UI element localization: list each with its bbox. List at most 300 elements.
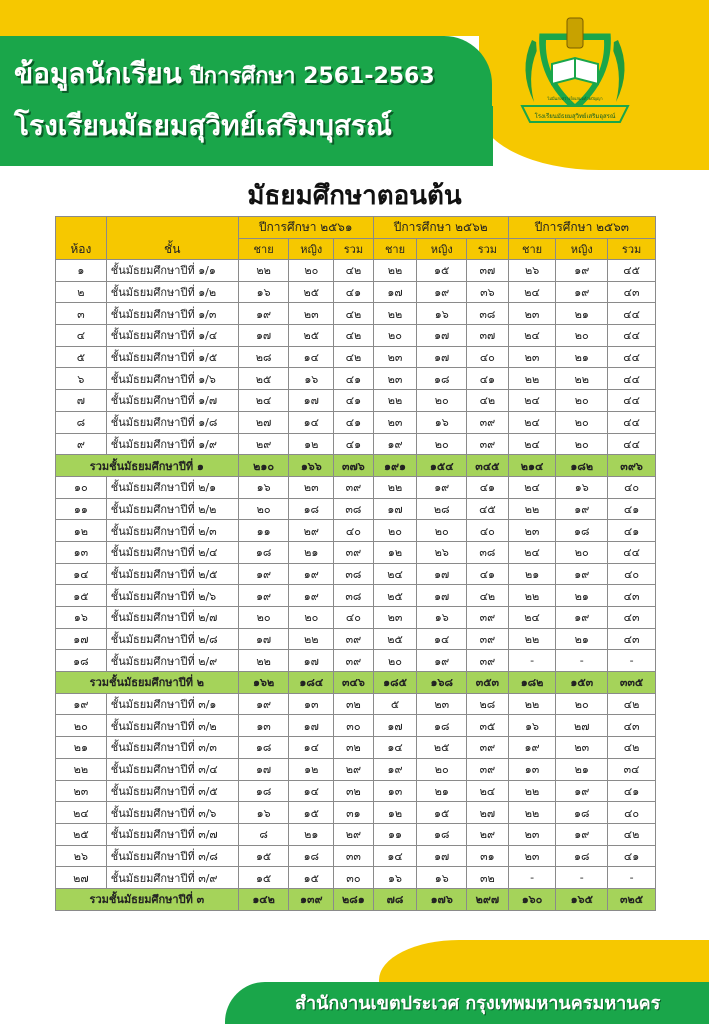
count-cell: ๒๔ <box>238 390 289 412</box>
title-years: ปีการศึกษา 2561-2563 <box>189 64 435 89</box>
room-number: ๒๐ <box>56 715 107 737</box>
table-row <box>56 715 656 737</box>
count-cell: ๑๗ <box>238 325 289 347</box>
count-cell: ๒๘ <box>238 346 289 368</box>
count-cell: ๒๙๗ <box>467 888 509 910</box>
count-cell: ๓๙ <box>334 628 374 650</box>
room-number: ๑๒ <box>56 520 107 542</box>
count-cell: ๑๖ <box>556 476 608 498</box>
count-cell: ๓๙ <box>467 607 509 629</box>
count-cell: ๔๒ <box>334 303 374 325</box>
count-cell: ๒๐ <box>417 390 467 412</box>
count-cell: ๔๑ <box>608 498 656 520</box>
count-cell: ๑๔ <box>289 346 334 368</box>
count-cell: ๓๒๕ <box>608 888 656 910</box>
count-cell: ๑๙ <box>373 433 417 455</box>
class-name: ชั้นมัธยมศึกษาปีที่ ๒/๙ <box>106 650 238 672</box>
count-cell: ๒๓ <box>289 303 334 325</box>
count-cell: ๒๑ <box>289 823 334 845</box>
count-cell: ๑๓ <box>289 693 334 715</box>
sub-header-female: หญิง <box>556 239 608 260</box>
room-number: ๑ <box>56 260 107 282</box>
sub-header-male: ชาย <box>508 239 556 260</box>
count-cell: ๑๒ <box>289 758 334 780</box>
count-cell: ๑๓ <box>508 758 556 780</box>
count-cell: ๒๓ <box>556 737 608 759</box>
summary-label: รวมชั้นมัธยมศึกษาปีที่ ๒ <box>56 672 239 694</box>
count-cell: ๑๕ <box>417 260 467 282</box>
count-cell: ๓๘ <box>467 303 509 325</box>
count-cell: ๑๔ <box>417 628 467 650</box>
table-row <box>56 368 656 390</box>
class-name: ชั้นมัธยมศึกษาปีที่ ๓/๔ <box>106 758 238 780</box>
class-name: ชั้นมัธยมศึกษาปีที่ ๓/๓ <box>106 737 238 759</box>
count-cell: ๒๐ <box>556 411 608 433</box>
count-cell: ๔๐ <box>334 520 374 542</box>
count-cell: ๑๔ <box>289 411 334 433</box>
count-cell: ๑๙ <box>556 780 608 802</box>
count-cell: ๑๗ <box>417 563 467 585</box>
count-cell: ๓๓ <box>334 845 374 867</box>
count-cell: ๑๖๐ <box>508 888 556 910</box>
count-cell: ๑๖ <box>417 867 467 889</box>
table-row <box>56 867 656 889</box>
count-cell: ๓๕ <box>467 715 509 737</box>
table-row <box>56 607 656 629</box>
school-logo <box>512 10 638 128</box>
count-cell: ๓๙ <box>467 433 509 455</box>
sub-header-total: รวม <box>334 239 374 260</box>
sub-header-male: ชาย <box>238 239 289 260</box>
count-cell: ๔๐ <box>608 476 656 498</box>
count-cell: ๓๙ <box>467 411 509 433</box>
count-cell: ๒๒ <box>508 498 556 520</box>
section-title: มัธยมศึกษาตอนต้น <box>247 181 462 211</box>
count-cell: ๑๘ <box>556 520 608 542</box>
count-cell: ๒๓ <box>373 368 417 390</box>
count-cell: ๔๒ <box>608 737 656 759</box>
count-cell: ๑๘ <box>417 368 467 390</box>
count-cell: ๑๘๕ <box>373 672 417 694</box>
count-cell: ๒๒ <box>508 693 556 715</box>
count-cell: ๓๔๖ <box>334 672 374 694</box>
count-cell: ๑๗ <box>417 346 467 368</box>
table-row <box>56 411 656 433</box>
count-cell: ๒๔ <box>508 325 556 347</box>
count-cell: ๒๔ <box>508 411 556 433</box>
count-cell: ๓๒ <box>467 867 509 889</box>
count-cell: ๑๗ <box>289 650 334 672</box>
table-row <box>56 476 656 498</box>
count-cell: ๑๗ <box>417 325 467 347</box>
table-row <box>56 780 656 802</box>
table-row <box>56 823 656 845</box>
count-cell: ๒๓ <box>373 411 417 433</box>
room-number: ๒๕ <box>56 823 107 845</box>
count-cell: ๑๖ <box>417 607 467 629</box>
count-cell: ๒๒ <box>373 476 417 498</box>
table-row <box>56 845 656 867</box>
count-cell: ๔๓ <box>608 715 656 737</box>
count-cell: ๑๑ <box>373 823 417 845</box>
class-name: ชั้นมัธยมศึกษาปีที่ ๑/๔ <box>106 325 238 347</box>
count-cell: ๑๙ <box>556 281 608 303</box>
room-number: ๒๒ <box>56 758 107 780</box>
count-cell: ๒๐ <box>556 325 608 347</box>
room-number: ๕ <box>56 346 107 368</box>
count-cell: ๒๗ <box>556 715 608 737</box>
count-cell: ๒๔ <box>373 563 417 585</box>
count-cell: ๒๗ <box>238 411 289 433</box>
count-cell: ๑๕ <box>238 867 289 889</box>
count-cell: ๒๑ <box>417 780 467 802</box>
count-cell: ๔๑ <box>467 476 509 498</box>
count-cell: ๒๑ <box>556 585 608 607</box>
count-cell: ๒๕ <box>373 585 417 607</box>
count-cell: ๒๕ <box>417 737 467 759</box>
count-cell: ๔๐ <box>608 563 656 585</box>
count-cell: ๑๖๕ <box>556 888 608 910</box>
table-row <box>56 390 656 412</box>
count-cell: ๒๑๐ <box>238 455 289 477</box>
room-number: ๗ <box>56 390 107 412</box>
count-cell: ๑๗ <box>289 715 334 737</box>
count-cell: ๒๓ <box>508 520 556 542</box>
table-row <box>56 628 656 650</box>
count-cell: ๒๒ <box>238 260 289 282</box>
table-row <box>56 281 656 303</box>
table-row <box>56 433 656 455</box>
count-cell: ๒๓ <box>508 346 556 368</box>
count-cell: ๒๘ <box>467 693 509 715</box>
count-cell: ๒๐ <box>417 758 467 780</box>
class-name: ชั้นมัธยมศึกษาปีที่ ๒/๓ <box>106 520 238 542</box>
class-name: ชั้นมัธยมศึกษาปีที่ ๑/๑ <box>106 260 238 282</box>
count-cell: ๑๔๒ <box>238 888 289 910</box>
count-cell: ๑๘ <box>238 780 289 802</box>
count-cell: ๑๘ <box>289 498 334 520</box>
count-cell: ๒๙ <box>467 823 509 845</box>
count-cell: ๒๑ <box>556 346 608 368</box>
count-cell: - <box>556 867 608 889</box>
student-table <box>55 216 656 911</box>
count-cell: ๒๖ <box>508 260 556 282</box>
class-name: ชั้นมัธยมศึกษาปีที่ ๓/๗ <box>106 823 238 845</box>
count-cell: ๑๘๒ <box>508 672 556 694</box>
class-name: ชั้นมัธยมศึกษาปีที่ ๓/๕ <box>106 780 238 802</box>
year-header: ปีการศึกษา ๒๕๖๒ <box>373 217 508 239</box>
count-cell: ๓๔๕ <box>467 455 509 477</box>
count-cell: ๒๙ <box>289 520 334 542</box>
count-cell: ๑๙ <box>238 585 289 607</box>
count-cell: ๒๑ <box>508 563 556 585</box>
count-cell: ๒๐ <box>373 520 417 542</box>
col-room-header: ห้อง <box>56 217 107 260</box>
count-cell: ๑๖ <box>373 867 417 889</box>
count-cell: ๑๖ <box>417 303 467 325</box>
class-name: ชั้นมัธยมศึกษาปีที่ ๒/๑ <box>106 476 238 498</box>
count-cell: ๒๐ <box>289 260 334 282</box>
count-cell: ๑๙ <box>417 476 467 498</box>
count-cell: ๓๑ <box>467 845 509 867</box>
count-cell: ๑๙ <box>289 585 334 607</box>
count-cell: ๔๒ <box>608 693 656 715</box>
count-cell: ๑๙ <box>556 498 608 520</box>
count-cell: ๒๔ <box>467 780 509 802</box>
count-cell: ๒๐ <box>417 520 467 542</box>
count-cell: ๑๓ <box>373 780 417 802</box>
count-cell: ๒๘ <box>417 498 467 520</box>
room-number: ๙ <box>56 433 107 455</box>
table-row <box>56 585 656 607</box>
count-cell: ๔๒ <box>334 325 374 347</box>
count-cell: ๒๓ <box>373 607 417 629</box>
sub-header-total: รวม <box>467 239 509 260</box>
summary-row <box>56 888 656 910</box>
count-cell: ๑๙ <box>373 758 417 780</box>
count-cell: ๑๖ <box>238 802 289 824</box>
school-name: โรงเรียนมัธยมสุวิทย์เสริมบุสรณ์ <box>14 109 393 142</box>
count-cell: ๑๙ <box>417 281 467 303</box>
count-cell: ๒๐ <box>417 433 467 455</box>
count-cell: ๒๒ <box>508 585 556 607</box>
count-cell: ๒๐ <box>289 607 334 629</box>
count-cell: ๓๒ <box>334 737 374 759</box>
count-cell: ๑๗ <box>417 845 467 867</box>
summary-label: รวมชั้นมัธยมศึกษาปีที่ ๑ <box>56 455 239 477</box>
sub-header-total: รวม <box>608 239 656 260</box>
count-cell: ๓๙ <box>467 628 509 650</box>
count-cell: ๑๙ <box>417 650 467 672</box>
count-cell: ๑๘ <box>417 715 467 737</box>
count-cell: ๒๓ <box>508 845 556 867</box>
count-cell: ๒๕ <box>289 325 334 347</box>
class-name: ชั้นมัธยมศึกษาปีที่ ๒/๗ <box>106 607 238 629</box>
room-number: ๒๔ <box>56 802 107 824</box>
count-cell: ๓๗ <box>467 325 509 347</box>
col-class-header: ชั้น <box>106 217 238 260</box>
count-cell: ๑๖ <box>238 476 289 498</box>
room-number: ๓ <box>56 303 107 325</box>
count-cell: ๓๒ <box>334 780 374 802</box>
count-cell: ๑๖ <box>289 368 334 390</box>
count-cell: ๒๐ <box>238 498 289 520</box>
class-name: ชั้นมัธยมศึกษาปีที่ ๓/๑ <box>106 693 238 715</box>
count-cell: ๑๕ <box>417 802 467 824</box>
count-cell: ๔๔ <box>608 390 656 412</box>
count-cell: ๑๘๔ <box>289 672 334 694</box>
count-cell: ๒๗ <box>467 802 509 824</box>
count-cell: ๑๙๑ <box>373 455 417 477</box>
count-cell: ๒๔ <box>508 433 556 455</box>
count-cell: ๔๔ <box>608 541 656 563</box>
table-row <box>56 260 656 282</box>
room-number: ๒๑ <box>56 737 107 759</box>
count-cell: ๔๑ <box>334 368 374 390</box>
count-cell: ๑๕๔ <box>417 455 467 477</box>
class-name: ชั้นมัธยมศึกษาปีที่ ๓/๙ <box>106 867 238 889</box>
class-name: ชั้นมัธยมศึกษาปีที่ ๑/๘ <box>106 411 238 433</box>
count-cell: ๒๓ <box>508 303 556 325</box>
count-cell: ๒๔ <box>508 390 556 412</box>
logo-motto-text: ไม่มีแสงสว่างใดเสมอด้วยปัญญา <box>547 96 603 101</box>
count-cell: ๒๔ <box>508 541 556 563</box>
room-number: ๑๕ <box>56 585 107 607</box>
count-cell: - <box>556 650 608 672</box>
count-cell: ๑๓ <box>238 715 289 737</box>
count-cell: ๔๐ <box>608 802 656 824</box>
count-cell: ๑๘ <box>556 802 608 824</box>
table-row <box>56 303 656 325</box>
count-cell: ๔๒ <box>334 346 374 368</box>
count-cell: ๔๒ <box>608 823 656 845</box>
count-cell: ๒๒ <box>508 802 556 824</box>
count-cell: ๗๘ <box>373 888 417 910</box>
count-cell: ๔๑ <box>608 520 656 542</box>
class-name: ชั้นมัธยมศึกษาปีที่ ๓/๘ <box>106 845 238 867</box>
count-cell: ๒๐ <box>556 433 608 455</box>
count-cell: ๒๖ <box>417 541 467 563</box>
title-main: ข้อมูลนักเรียน <box>14 57 182 90</box>
count-cell: ๓๙๖ <box>608 455 656 477</box>
count-cell: ๔๔ <box>608 346 656 368</box>
class-name: ชั้นมัธยมศึกษาปีที่ ๑/๕ <box>106 346 238 368</box>
sub-header-female: หญิง <box>289 239 334 260</box>
count-cell: ๔๔ <box>608 303 656 325</box>
count-cell: ๔๐ <box>334 607 374 629</box>
count-cell: ๒๕ <box>238 368 289 390</box>
count-cell: ๑๕ <box>289 867 334 889</box>
count-cell: ๔๓ <box>608 585 656 607</box>
count-cell: ๓๐ <box>334 715 374 737</box>
summary-row <box>56 672 656 694</box>
count-cell: ๒๔ <box>508 476 556 498</box>
table-row <box>56 498 656 520</box>
room-number: ๑๑ <box>56 498 107 520</box>
count-cell: ๑๖๘ <box>417 672 467 694</box>
count-cell: ๔๐ <box>467 346 509 368</box>
count-cell: ๓๗ <box>467 260 509 282</box>
count-cell: ๓๘ <box>334 563 374 585</box>
sub-header-female: หญิง <box>417 239 467 260</box>
count-cell: ๘ <box>238 823 289 845</box>
table-row <box>56 737 656 759</box>
count-cell: - <box>508 867 556 889</box>
count-cell: ๓๘ <box>334 498 374 520</box>
room-number: ๔ <box>56 325 107 347</box>
count-cell: ๒๑๔ <box>508 455 556 477</box>
count-cell: ๓๙ <box>334 476 374 498</box>
count-cell: ๔๐ <box>467 520 509 542</box>
count-cell: ๑๙ <box>508 737 556 759</box>
count-cell: ๑๙ <box>238 693 289 715</box>
count-cell: ๑๗ <box>289 390 334 412</box>
count-cell: ๒๐ <box>556 541 608 563</box>
count-cell: ๒๒ <box>508 368 556 390</box>
count-cell: ๓๙ <box>467 650 509 672</box>
class-name: ชั้นมัธยมศึกษาปีที่ ๓/๒ <box>106 715 238 737</box>
count-cell: ๒๒ <box>373 260 417 282</box>
count-cell: ๒๙ <box>334 758 374 780</box>
room-number: ๑๗ <box>56 628 107 650</box>
room-number: ๑๐ <box>56 476 107 498</box>
count-cell: ๑๔ <box>289 737 334 759</box>
count-cell: ๒๐ <box>238 607 289 629</box>
count-cell: ๑๖๖ <box>289 455 334 477</box>
table-row <box>56 802 656 824</box>
count-cell: - <box>608 650 656 672</box>
class-name: ชั้นมัธยมศึกษาปีที่ ๑/๗ <box>106 390 238 412</box>
class-name: ชั้นมัธยมศึกษาปีที่ ๓/๖ <box>106 802 238 824</box>
count-cell: ๔๑ <box>334 281 374 303</box>
table-row <box>56 650 656 672</box>
count-cell: ๒๑ <box>289 541 334 563</box>
count-cell: ๑๗ <box>238 628 289 650</box>
count-cell: ๒๕ <box>373 628 417 650</box>
count-cell: ๒๐ <box>373 650 417 672</box>
count-cell: ๔๒ <box>467 390 509 412</box>
count-cell: - <box>608 867 656 889</box>
count-cell: ๒๒ <box>556 368 608 390</box>
count-cell: ๑๗ <box>373 715 417 737</box>
count-cell: ๑๖ <box>508 715 556 737</box>
table-body <box>56 260 656 911</box>
count-cell: ๓๙ <box>467 758 509 780</box>
count-cell: ๒๕ <box>289 281 334 303</box>
count-cell: ๑๒ <box>373 802 417 824</box>
count-cell: ๑๖ <box>238 281 289 303</box>
year-header: ปีการศึกษา ๒๕๖๓ <box>508 217 655 239</box>
count-cell: ๓๕๓ <box>467 672 509 694</box>
count-cell: ๑๒ <box>373 541 417 563</box>
room-number: ๒๓ <box>56 780 107 802</box>
count-cell: ๑๙ <box>238 563 289 585</box>
count-cell: ๒๐ <box>556 390 608 412</box>
count-cell: ๓๔ <box>608 758 656 780</box>
count-cell: ๑๙ <box>556 563 608 585</box>
room-number: ๒๗ <box>56 867 107 889</box>
count-cell: ๑๙ <box>556 607 608 629</box>
count-cell: ๒๒ <box>238 650 289 672</box>
room-number: ๑๖ <box>56 607 107 629</box>
count-cell: ๔๕ <box>467 498 509 520</box>
count-cell: ๓๒ <box>334 693 374 715</box>
page-title <box>14 52 435 96</box>
room-number: ๑๓ <box>56 541 107 563</box>
class-name: ชั้นมัธยมศึกษาปีที่ ๒/๒ <box>106 498 238 520</box>
count-cell: ๓๘ <box>467 541 509 563</box>
count-cell: ๔๔ <box>608 433 656 455</box>
count-cell: ๓๘ <box>334 585 374 607</box>
count-cell: ๔๓ <box>608 281 656 303</box>
room-number: ๖ <box>56 368 107 390</box>
count-cell: ๑๗๖ <box>417 888 467 910</box>
count-cell: ๓๙ <box>334 541 374 563</box>
summary-label: รวมชั้นมัธยมศึกษาปีที่ ๓ <box>56 888 239 910</box>
count-cell: ๔๑ <box>334 390 374 412</box>
count-cell: ๑๘ <box>417 823 467 845</box>
class-name: ชั้นมัธยมศึกษาปีที่ ๑/๙ <box>106 433 238 455</box>
count-cell: ๒๑ <box>556 628 608 650</box>
count-cell: ๑๖ <box>417 411 467 433</box>
count-cell: ๔๒ <box>467 585 509 607</box>
count-cell: ๒๒ <box>289 628 334 650</box>
table-row <box>56 541 656 563</box>
class-name: ชั้นมัธยมศึกษาปีที่ ๑/๒ <box>106 281 238 303</box>
year-header: ปีการศึกษา ๒๕๖๑ <box>238 217 373 239</box>
count-cell: ๒๘๑ <box>334 888 374 910</box>
count-cell: ๒๔ <box>508 607 556 629</box>
